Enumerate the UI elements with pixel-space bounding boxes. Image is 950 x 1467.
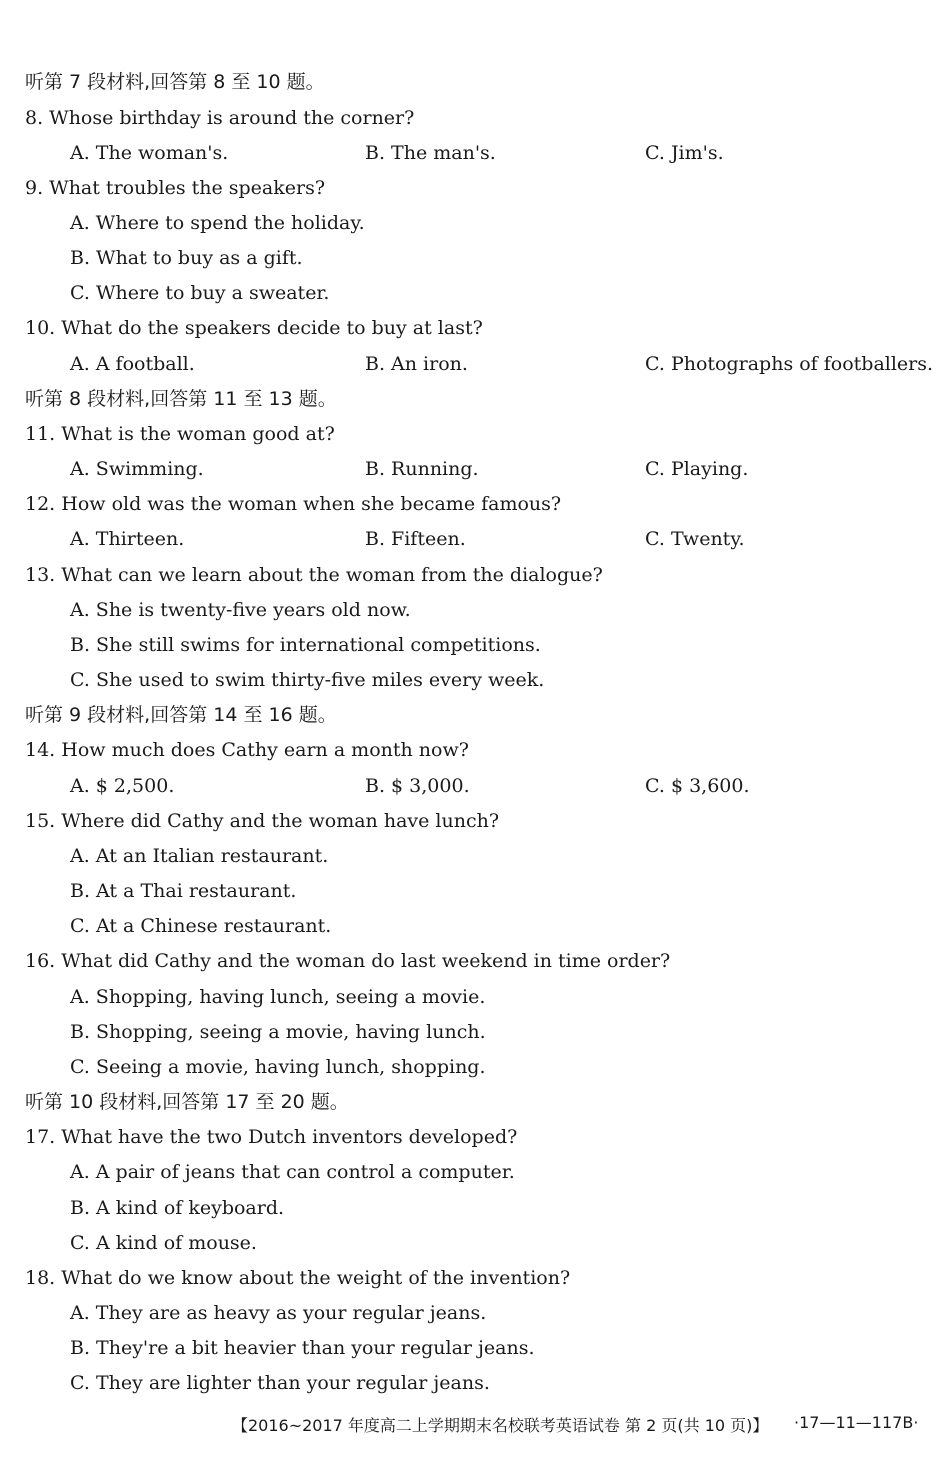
option-a: A. Thirteen. <box>70 528 185 550</box>
question-17: 17. What have the two Dutch inventors developed? <box>25 1126 518 1148</box>
option-c: C. $ 3,600. <box>645 775 750 797</box>
option-b: B. Fifteen. <box>365 528 466 550</box>
option-b: B. At a Thai restaurant. <box>70 880 297 902</box>
question-12: 12. How old was the woman when she became famous? <box>25 493 562 515</box>
option-b: B. A kind of keyboard. <box>70 1197 285 1219</box>
section-heading: 听第 7 段材料,回答第 8 至 10 题。 <box>25 71 325 93</box>
option-b: B. She still swims for international competitions. <box>70 634 541 656</box>
option-c: C. Seeing a movie, having lunch, shopping. <box>70 1056 486 1078</box>
option-b: B. Running. <box>365 458 479 480</box>
question-11: 11. What is the woman good at? <box>25 423 335 445</box>
question-10: 10. What do the speakers decide to buy at last? <box>25 317 483 339</box>
option-a: A. A football. <box>70 353 195 375</box>
option-a: A. At an Italian restaurant. <box>70 845 329 867</box>
section-heading: 听第 10 段材料,回答第 17 至 20 题。 <box>25 1091 349 1113</box>
section-heading: 听第 9 段材料,回答第 14 至 16 题。 <box>25 704 337 726</box>
footer-code: ·17—11—117B· <box>794 1413 919 1432</box>
option-b: B. They're a bit heavier than your regular jeans. <box>70 1337 535 1359</box>
option-b: B. The man's. <box>365 142 496 164</box>
option-c: C. Where to buy a sweater. <box>70 282 330 304</box>
option-b: B. $ 3,000. <box>365 775 470 797</box>
option-c: C. Photographs of footballers. <box>645 353 934 375</box>
option-c: C. A kind of mouse. <box>70 1232 257 1254</box>
option-c: C. At a Chinese restaurant. <box>70 915 332 937</box>
question-9: 9. What troubles the speakers? <box>25 177 326 199</box>
option-a: A. A pair of jeans that can control a computer. <box>70 1161 515 1183</box>
question-8: 8. Whose birthday is around the corner? <box>25 107 415 129</box>
option-b: B. Shopping, seeing a movie, having lunch. <box>70 1021 486 1043</box>
option-a: A. She is twenty-five years old now. <box>70 599 411 621</box>
option-a: A. $ 2,500. <box>70 775 175 797</box>
section-heading: 听第 8 段材料,回答第 11 至 13 题。 <box>25 388 337 410</box>
option-a: A. Shopping, having lunch, seeing a movie. <box>70 986 486 1008</box>
question-16: 16. What did Cathy and the woman do last weekend in time order? <box>25 950 671 972</box>
option-c: C. They are lighter than your regular jeans. <box>70 1372 490 1394</box>
option-a: A. Where to spend the holiday. <box>70 212 365 234</box>
option-c: C. Jim's. <box>645 142 724 164</box>
footer-title: 【2016~2017 年度高二上学期期末名校联考英语试卷 第 2 页(共 10 页)】 <box>232 1416 769 1435</box>
option-c: C. Twenty. <box>645 528 745 550</box>
option-c: C. Playing. <box>645 458 749 480</box>
option-c: C. She used to swim thirty-five miles every week. <box>70 669 545 691</box>
option-b: B. An iron. <box>365 353 468 375</box>
option-a: A. They are as heavy as your regular jeans. <box>70 1302 487 1324</box>
question-14: 14. How much does Cathy earn a month now? <box>25 739 469 761</box>
question-15: 15. Where did Cathy and the woman have lunch? <box>25 810 500 832</box>
option-b: B. What to buy as a gift. <box>70 247 303 269</box>
option-a: A. The woman's. <box>70 142 229 164</box>
question-13: 13. What can we learn about the woman from the dialogue? <box>25 564 603 586</box>
option-a: A. Swimming. <box>70 458 204 480</box>
page-footer <box>0 1413 950 1439</box>
question-18: 18. What do we know about the weight of the invention? <box>25 1267 571 1289</box>
